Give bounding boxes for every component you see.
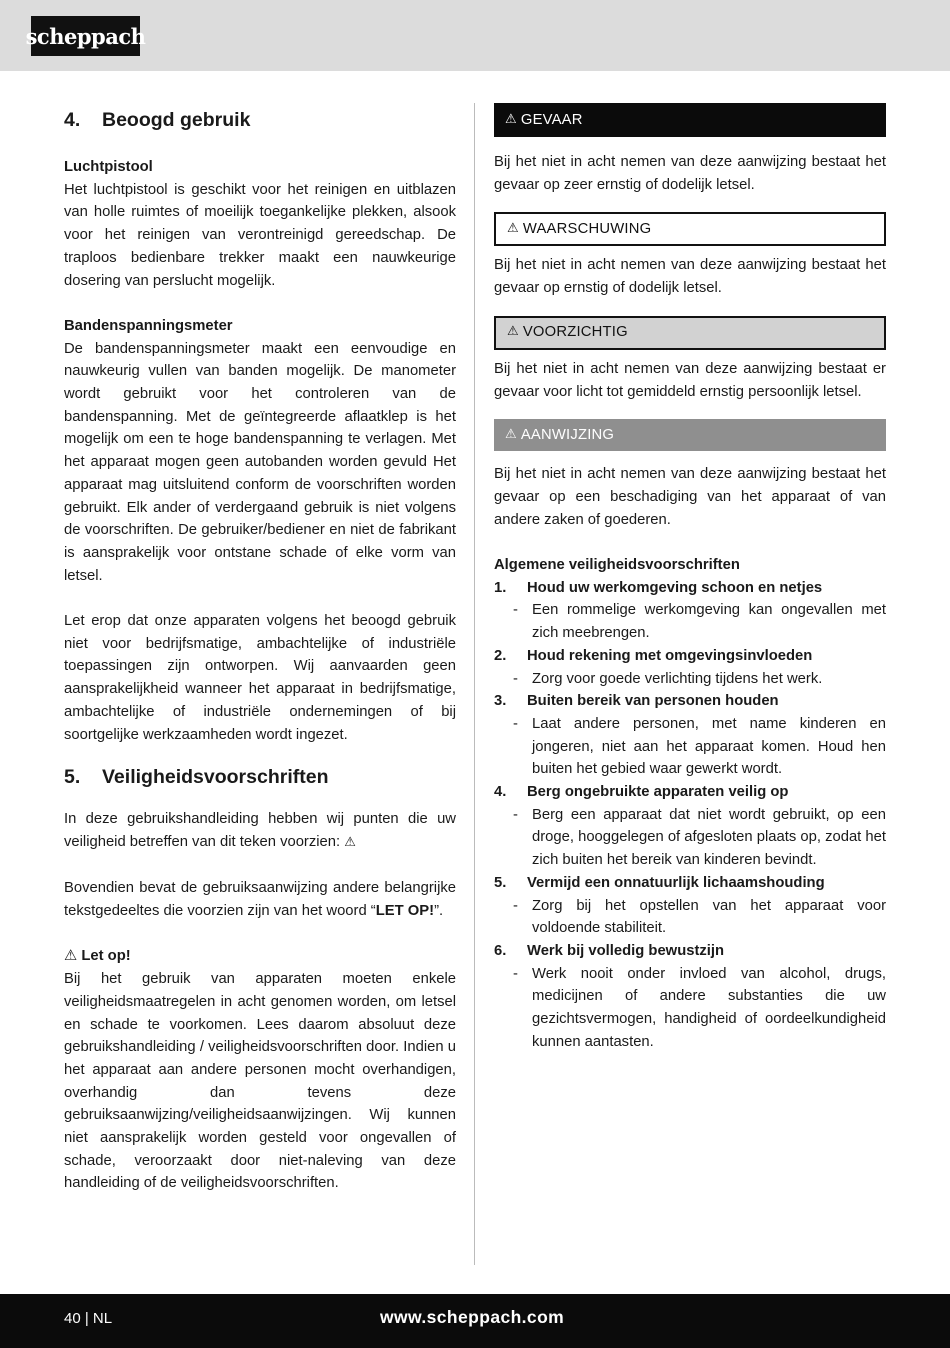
bullet-dash: - — [513, 670, 518, 687]
item-number: 3. — [494, 693, 507, 710]
item-text: Laat andere personen, met name kinderen en jongeren, niet aan het apparaat komen. Houd hen buiten het gebied waar gewerkt wordt. — [532, 715, 886, 778]
caution-label-box — [494, 316, 886, 350]
notice-label: AANWIJZING — [520, 426, 615, 443]
item-text: Zorg voor goede verlichting tijdens het werk. — [532, 670, 823, 687]
brand-logo: scheppach — [31, 16, 140, 56]
right-column — [494, 103, 886, 1053]
warning-triangle-icon: ⚠ — [505, 426, 517, 442]
let-op-word-text: Bovendien bevat de gebruiksaanwijzing andere belangrijke tekstgedeeltes die voorzien zijn van het woord “ — [64, 880, 456, 920]
section-title: Beoogd gebruik — [102, 109, 251, 131]
bullet-dash: - — [513, 897, 518, 914]
section-number: 5. — [64, 766, 81, 789]
column-divider — [474, 103, 475, 1265]
left-column — [64, 103, 456, 1195]
danger-label-box — [494, 103, 886, 137]
warning-triangle-icon: ⚠ — [507, 324, 519, 340]
danger-paragraph: Bij het niet in acht nemen van deze aanwijzing bestaat het gevaar op zeer ernstig of dodelijk letsel. — [494, 154, 886, 193]
section-5-heading — [64, 763, 456, 791]
item-title: Houd rekening met omgevingsinvloeden — [527, 647, 813, 664]
bandenspanningsmeter-paragraph: De bandenspanningsmeter maakt een eenvoudige en nauwkeurig vullen van banden mogelijk. De manometer wordt gebruikt voor het controleren van de bandenspanning. Met de geïntegreerde aflaatklep is het mogelijk om een te hoge bandenspanning te verlagen. Met het apparaat mogen geen autobanden worden gevuld Het apparaat mag uitsluitend conform de voorschriften worden gebruikt. Elk ander of verdergaand gebruik is niet volgens de voorschriften. De gebruiker/bediener en niet de fabrikant is aansprakelijk voor ontstane schade of elke vorm van letsel. — [64, 340, 456, 584]
safety-rules-list — [494, 577, 886, 1054]
let-op-heading: ⚠ Let op! — [64, 948, 131, 965]
warning-triangle-icon: ⚠ — [507, 221, 519, 237]
bullet-dash: - — [513, 602, 518, 619]
section-4-heading — [64, 106, 456, 134]
intended-use-note-paragraph: Let erop dat onze apparaten volgens het beoogd gebruik niet voor bedrijfsmatige, ambachtelijke of industriële toepassingen zijn ontworpen. Wij aanvaarden geen aansprakelijkheid wanneer het apparaat in bedrijfsmatige, ambachtelijke of industriële ondernemingen of bij soortgelijke werkzaamheden wordt ingezet. — [64, 613, 456, 743]
let-op-word-end: ”. — [434, 903, 444, 920]
safety-intro-paragraph — [64, 808, 456, 854]
item-number: 5. — [494, 874, 507, 891]
footer-bar — [0, 1294, 950, 1348]
bandenspanningsmeter-subheading: Bandenspanningsmeter — [64, 317, 233, 334]
list-item — [494, 872, 886, 940]
item-title: Vermijd een onnatuurlijk lichaamshouding — [527, 874, 825, 891]
danger-label: GEVAAR — [520, 111, 583, 128]
general-safety-heading: Algemene veiligheidsvoorschriften — [494, 557, 740, 574]
bullet-dash: - — [513, 806, 518, 823]
section-title: Veiligheidsvoorschriften — [102, 766, 329, 789]
warning-label-box — [494, 212, 886, 246]
item-text: Een rommelige werkomgeving kan ongevallen met zich meebrengen. — [532, 602, 886, 642]
list-item — [494, 645, 886, 690]
warning-triangle-icon: ⚠ — [505, 111, 517, 127]
item-number: 6. — [494, 942, 507, 959]
warning-triangle-icon: ⚠ — [344, 834, 356, 850]
notice-paragraph: Bij het niet in acht nemen van deze aanwijzing bestaat het gevaar op een beschadiging van het apparaat of van andere zaken of goederen. — [494, 466, 886, 528]
item-title: Werk bij volledig bewustzijn — [527, 942, 725, 959]
let-op-word-paragraph — [64, 877, 456, 922]
luchtpistool-subheading: Luchtpistool — [64, 159, 153, 175]
item-text: Berg een apparaat dat niet wordt gebruikt, op een droge, hooggelegen of afgesloten plaats op, zodat het zich buiten het bereik van kinderen bevindt. — [532, 806, 886, 869]
item-number: 1. — [494, 579, 507, 596]
item-text: Werk nooit onder invloed van alcohol, drugs, medicijnen of andere substanties die uw gezichtsvermogen, handigheid of oordeelkundigheid kunnen aantasten. — [532, 965, 886, 1050]
warning-paragraph: Bij het niet in acht nemen van deze aanwijzing bestaat het gevaar op ernstig of dodelijk letsel. — [494, 257, 886, 297]
item-text: Zorg bij het opstellen van het apparaat voor voldoende stabiliteit. — [532, 897, 886, 937]
item-title: Berg ongebruikte apparaten veilig op — [527, 784, 789, 801]
caution-label: VOORZICHTIG — [522, 324, 628, 341]
safety-intro-text: In deze gebruikshandleiding hebben wij punten die uw veiligheid betreffen van dit teken voorzien: — [64, 811, 456, 850]
item-title: Buiten bereik van personen houden — [527, 693, 779, 710]
item-number: 2. — [494, 647, 507, 664]
item-title: Houd uw werkomgeving schoon en netjes — [527, 579, 823, 596]
notice-label-box — [494, 419, 886, 451]
item-number: 4. — [494, 784, 507, 801]
luchtpistool-paragraph: Het luchtpistool is geschikt voor het reinigen en uitblazen van holle ruimtes of moeilijk toegankelijke plekken, alsook voor het reinigen van verontreinigd gereedschap. De traploos bedienbare trekker maakt een nauwkeurige dosering van perslucht mogelijk. — [64, 181, 456, 289]
bullet-dash: - — [513, 715, 518, 732]
section-number: 4. — [64, 109, 81, 131]
website-link[interactable]: www.scheppach.com — [380, 1307, 565, 1327]
let-op-paragraph: Bij het gebruik van apparaten moeten enkele veiligheidsmaatregelen in acht genomen worden, om letsel en schade te voorkomen. Lees daarom absoluut deze gebruikshandleiding / veiligheidsvoorschriften door. Indien u het apparaat aan andere personen mocht overhandigen, overhandig dan tevens deze gebruiksaanwijzing/veiligheidsaanwijzingen. Wij kunnen niet aansprakelijk worden gesteld voor ongevallen of schade, veroorzaakt door niet-naleving van deze handleiding of de veiligheidsvoorschriften. — [64, 971, 456, 1192]
warning-label: WAARSCHUWING — [522, 221, 652, 238]
let-op-emphasis: LET OP! — [375, 903, 435, 920]
list-item — [494, 690, 886, 781]
caution-paragraph: Bij het niet in acht nemen van deze aanwijzing bestaat er gevaar voor licht tot gemiddeld ernstig persoonlijk letsel. — [494, 360, 886, 400]
bullet-dash: - — [513, 965, 518, 982]
list-item — [494, 577, 886, 645]
header-bar — [0, 0, 950, 71]
list-item — [494, 940, 886, 1054]
list-item — [494, 781, 886, 872]
page-number: 40 | NL — [64, 1310, 113, 1327]
